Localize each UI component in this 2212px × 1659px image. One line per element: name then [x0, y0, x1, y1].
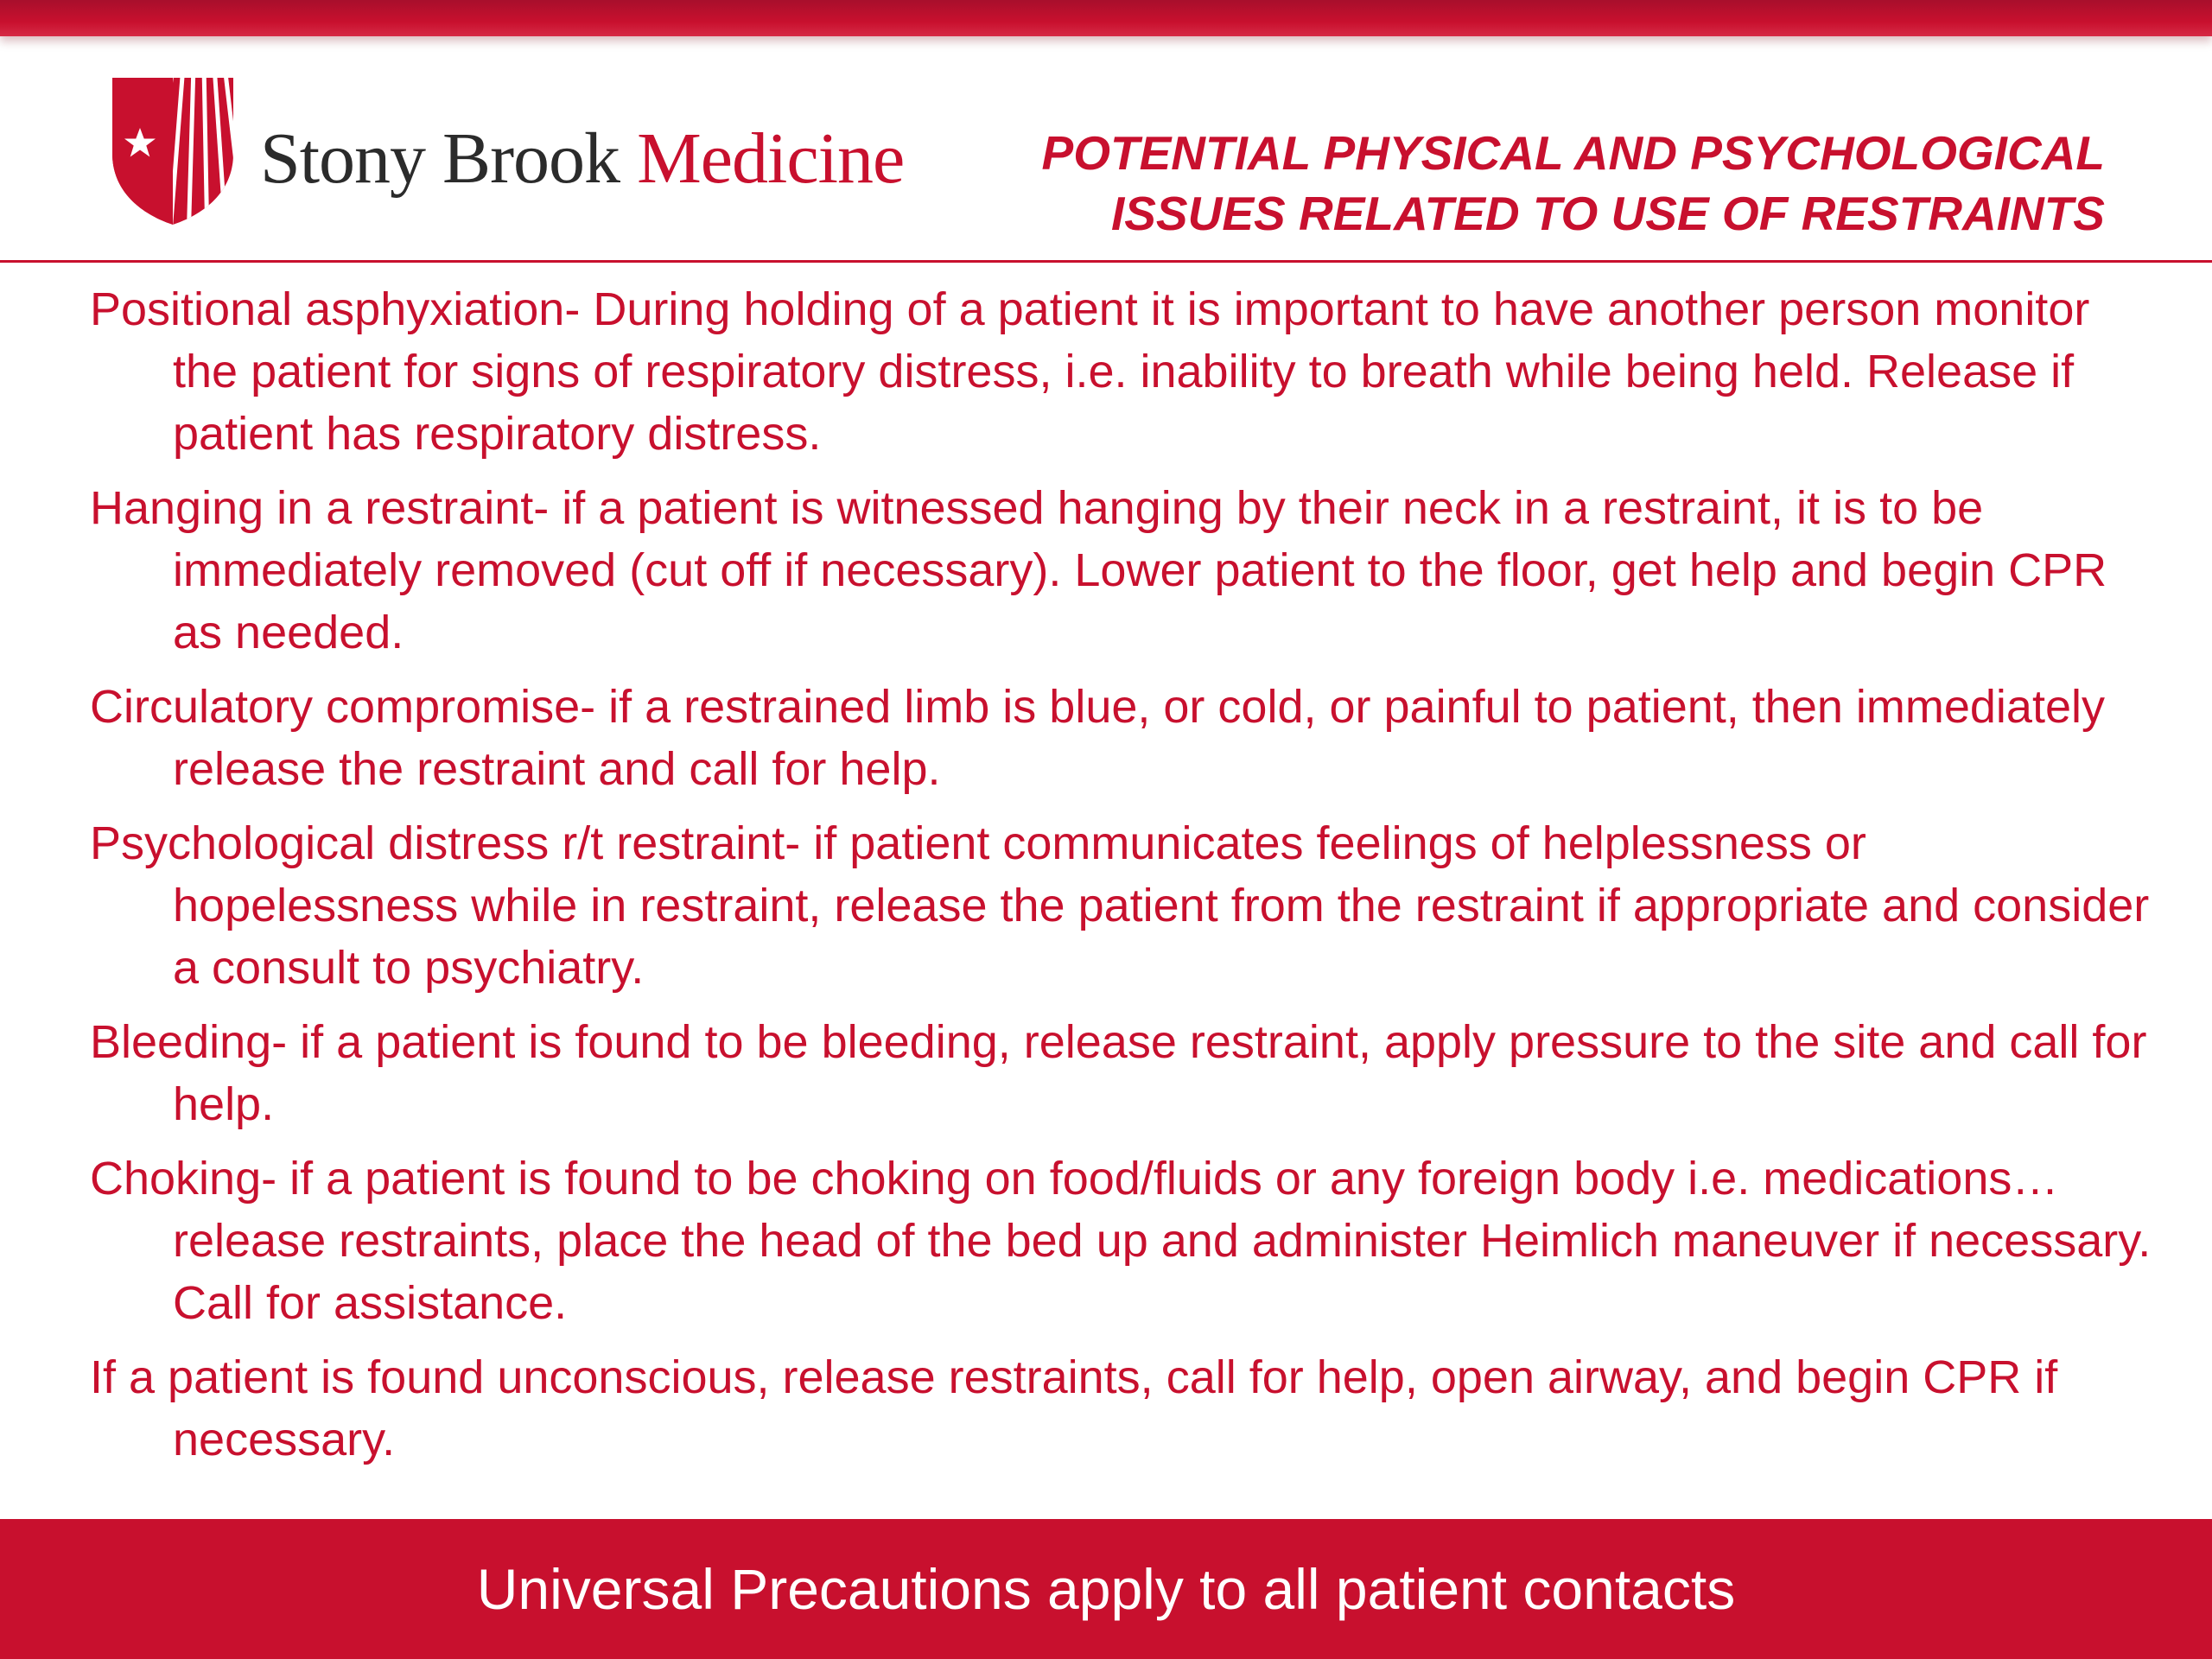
brand-name-part2: Medicine	[637, 118, 905, 199]
footer-banner	[0, 1519, 2212, 1659]
top-accent-band	[0, 0, 2212, 36]
slide-title-line2: ISSUES RELATED TO USE OF RESTRAINTS	[1110, 187, 2105, 240]
slide-title	[930, 123, 2105, 244]
list-item: Psychological distress r/t restraint- if patient communicates feelings of helplessness or hopelessness while in restraint, release the patient from the restraint if appropriate and consider a consult to psychiatry.	[90, 817, 2150, 994]
list-item: Hanging in a restraint- if a patient is witnessed hanging by their neck in a restraint, it is to be immediately removed (cut off if necessary). Lower patient to the floor, get help and begin CPR as needed.	[90, 482, 2107, 658]
brand-logo	[109, 71, 973, 226]
list-item: Choking- if a patient is found to be choking on food/fluids or any foreign body i.e. medications…release restraints, place the head of the bed up and administer Heimlich maneuver if necessary. Call for assistance.	[90, 1153, 2152, 1329]
list-item: Positional asphyxiation- During holding of a patient it is important to have another person monitor the patient for signs of respiratory distress, i.e. inability to breath while being held. Release if patient has respiratory distress.	[90, 283, 2090, 460]
brand-name-part1: Stony Brook	[260, 118, 620, 199]
shield-star-stripes-icon	[109, 71, 237, 226]
list-item: Circulatory compromise- if a restrained limb is blue, or cold, or painful to patient, then immediately release the restraint and call for help.	[90, 681, 2105, 795]
slide-header	[0, 36, 2212, 259]
bullet-list	[90, 278, 2164, 1483]
brand-wordmark	[260, 118, 905, 199]
slide-title-line1: POTENTIAL PHYSICAL AND PSYCHOLOGICAL	[1041, 126, 2105, 180]
list-item: Bleeding- if a patient is found to be bleeding, release restraint, apply pressure to the site and call for help.	[90, 1016, 2147, 1130]
list-item: If a patient is found unconscious, release restraints, call for help, open airway, and begin CPR if necessary.	[90, 1351, 2058, 1465]
header-divider	[0, 260, 2212, 263]
footer-text: Universal Precautions apply to all patient contacts	[476, 1557, 1736, 1621]
